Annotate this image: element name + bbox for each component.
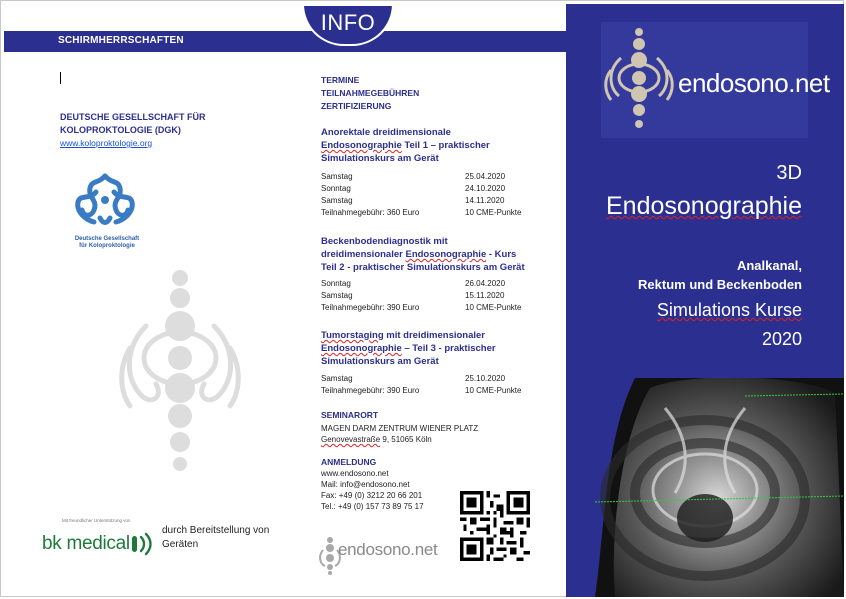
section-label: SCHIRMHERRSCHAFTEN xyxy=(58,35,184,46)
registration-mail[interactable]: Mail: info@endosono.net xyxy=(321,480,410,489)
course-1-row: Sonntag xyxy=(321,184,351,193)
course-2-date: 15.11.2020 xyxy=(465,291,505,300)
course-1-fee: Teilnahmegebühr: 360 Euro xyxy=(321,208,420,217)
cover-subtitle-2: Rektum und Beckenboden xyxy=(638,277,802,292)
course-2-date: 26.04.2020 xyxy=(465,279,506,288)
registration-web[interactable]: www.endosono.net xyxy=(321,469,389,478)
venue-heading: SEMINARORT xyxy=(321,410,379,420)
registration-tel: Tel.: +49 (0) 157 73 89 75 17 xyxy=(321,502,424,511)
info-tab-label: INFO xyxy=(320,10,376,35)
course-1-cme: 10 CME-Punkte xyxy=(465,208,522,217)
text-cursor xyxy=(60,72,61,84)
sponsor-caption: durch Bereitstellung von Geräten xyxy=(162,525,270,550)
course-1-title: Anorektale dreidimensionale Endosonographie Teil 1 – praktischer Simulationskurs am Gerät xyxy=(321,127,490,164)
course-1-row: Samstag xyxy=(321,196,353,205)
cover-title-3d: 3D xyxy=(776,162,802,184)
course-1-date: 14.11.2020 xyxy=(465,196,505,205)
dgk-logo-icon xyxy=(70,170,140,230)
course-2-row: Samstag xyxy=(321,291,353,300)
cover-logo-text: endosono.net xyxy=(678,68,830,98)
sponsor-note: Mit freundlicher Unterstützung von xyxy=(62,518,131,523)
venue-address: Genovevastraße 9, 51065 Köln xyxy=(321,435,432,444)
course-1-date: 25.04.2020 xyxy=(465,172,506,181)
course-3-date: 25.10.2020 xyxy=(465,374,506,383)
dgk-logo-caption: Deutsche Gesellschaft für Koloproktologie xyxy=(74,236,140,249)
patron-link[interactable]: www.koloproktologie.org xyxy=(60,138,153,148)
patron-name: DEUTSCHE GESELLSCHAFT FÜR KOLOPROKTOLOGIE (DGK) xyxy=(60,112,206,135)
course-1-date: 24.10.2020 xyxy=(465,184,506,193)
course-3-title: Tumorstaging mit dreidimensionaler Endosonographie – Teil 3 - praktischer Simulationskurs am Gerät xyxy=(321,330,496,367)
course-1-row: Samstag xyxy=(321,172,353,181)
cover-subtitle-1: Analkanal, xyxy=(736,258,802,273)
endosono-bottom-logo-text: endosono.net xyxy=(338,540,438,559)
course-2-title: Beckenbodendiagnostik mit dreidimensionaler Endosonographie - Kurs Teil 2 - praktischer Simulationskurs am Gerät xyxy=(321,236,525,273)
ultrasound-image xyxy=(595,378,844,597)
course-3-row: Samstag xyxy=(321,374,353,383)
bk-medical-waves-icon xyxy=(131,531,153,557)
registration-fax: Fax: +49 (0) 3212 20 66 201 xyxy=(321,491,423,500)
cover-subtitle-3: Simulations Kurse xyxy=(656,300,802,320)
registration-heading: ANMELDUNG xyxy=(321,457,377,467)
qr-code-icon[interactable] xyxy=(460,491,530,561)
endosono-watermark-icon xyxy=(116,266,246,476)
info-headings: TERMINE TEILNAHMEGEBÜHREN ZERTIFIZIERUNG xyxy=(321,75,420,111)
course-2-row: Sonntag xyxy=(321,279,351,288)
course-2-fee: Teilnahmegebühr: 390 Euro xyxy=(321,303,420,312)
cover-year: 2020 xyxy=(761,329,802,349)
bk-medical-logo: bk medical xyxy=(42,533,130,554)
venue-name: MAGEN DARM ZENTRUM WIENER PLATZ xyxy=(321,424,479,433)
course-3-cme: 10 CME-Punkte xyxy=(465,386,522,395)
course-3-fee: Teilnahmegebühr: 390 Euro xyxy=(321,386,420,395)
cover-title-main: Endosonographie xyxy=(606,192,802,220)
course-2-cme: 10 CME-Punkte xyxy=(465,303,522,312)
